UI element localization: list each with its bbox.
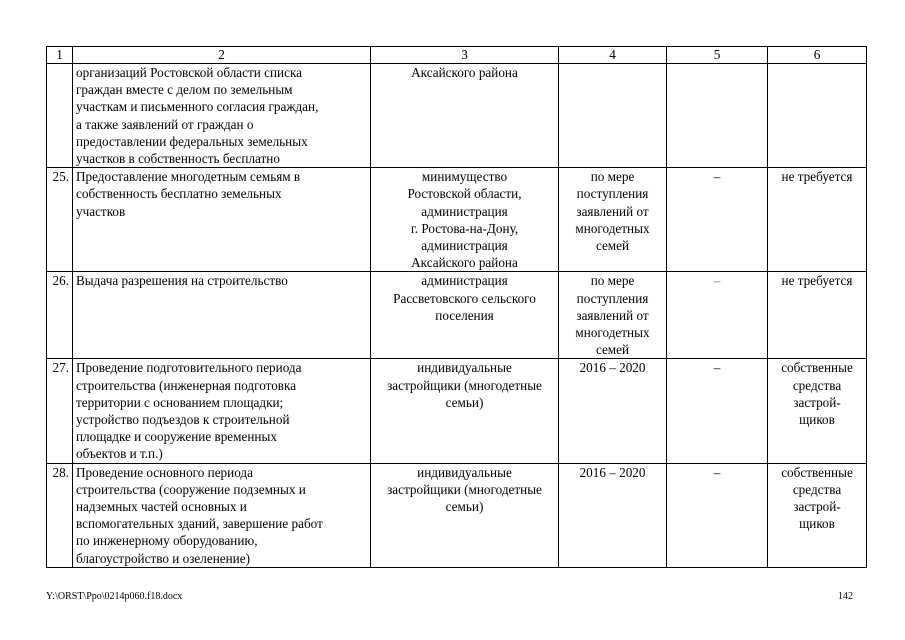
funding-source-line: не требуется <box>781 273 853 289</box>
activity-name-line: а также заявлений от граждан о <box>76 116 254 132</box>
responsible-party-line: администрация <box>421 273 508 289</box>
activity-name-line: Выдача разрешения на строительство <box>76 273 288 289</box>
header-cell-2: 2 <box>73 47 371 64</box>
activity-name <box>73 463 371 567</box>
document-table <box>46 46 867 568</box>
cost-value: – <box>667 168 768 272</box>
funding-source-line: собственные <box>781 360 853 376</box>
header-cell-1: 1 <box>47 47 73 64</box>
responsible-party-line: минимущество <box>421 169 508 185</box>
responsible-party <box>371 168 559 272</box>
responsible-party-line: семьи) <box>445 394 484 410</box>
row-number: 27. <box>47 359 73 463</box>
funding-source <box>768 272 867 359</box>
funding-source-line: щиков <box>799 516 835 532</box>
deadline-line: по мере <box>590 273 635 289</box>
row-number: 26. <box>47 272 73 359</box>
responsible-party <box>371 359 559 463</box>
funding-source-line: средства <box>792 377 842 393</box>
row-number: 25. <box>47 168 73 272</box>
funding-source-line: собственные <box>781 464 853 480</box>
row-number: 28. <box>47 463 73 567</box>
funding-source <box>768 463 867 567</box>
footer-file-path: Y:\ORST\Ppo\0214p060.f18.docx <box>46 591 183 602</box>
activity-name <box>73 168 371 272</box>
deadline-line: многодетных <box>575 220 650 236</box>
funding-source-line: щиков <box>799 412 835 428</box>
deadline-line: многодетных <box>575 325 650 341</box>
header-cell-3: 3 <box>371 47 559 64</box>
deadline-line: поступления <box>576 186 649 202</box>
table-row <box>47 64 867 168</box>
footer-page-number: 142 <box>838 591 853 602</box>
deadline <box>559 64 667 168</box>
header-cell-5: 5 <box>667 47 768 64</box>
responsible-party-line: Аксайского района <box>411 255 518 271</box>
activity-name-line: участков <box>76 203 126 219</box>
activity-name-line: Проведение основного периода <box>76 464 253 480</box>
activity-name-line: надземных частей основных и <box>76 499 247 515</box>
activity-name-line: Проведение подготовительного периода <box>76 360 302 376</box>
responsible-party <box>371 64 559 168</box>
row-number <box>47 64 73 168</box>
header-cell-6: 6 <box>768 47 867 64</box>
activity-name-line: участков в собственность бесплатно <box>76 151 280 167</box>
responsible-party-line: администрация <box>421 203 508 219</box>
activity-name-line: предоставлении федеральных земельных <box>76 133 308 149</box>
table-row <box>47 168 867 272</box>
deadline-line: поступления <box>576 290 649 306</box>
responsible-party-line: Аксайского района <box>411 65 518 80</box>
funding-source-line: застрой- <box>793 394 841 410</box>
activity-name-line: благоустройство и озеленение) <box>76 550 250 566</box>
deadline-line: заявлений от <box>576 203 649 219</box>
funding-source <box>768 168 867 272</box>
activity-name-line: строительства (сооружение подземных и <box>76 481 306 497</box>
activity-name-line: территории с основанием площадки; <box>76 394 284 410</box>
table-body <box>47 64 867 568</box>
activity-name-line: граждан вместе с делом по земельным <box>76 82 293 98</box>
deadline <box>559 359 667 463</box>
header-cell-4: 4 <box>559 47 667 64</box>
cost-value: – <box>667 463 768 567</box>
activity-name-line: собственность бесплатно земельных <box>76 186 282 202</box>
deadline <box>559 272 667 359</box>
deadline-line: 2016 – 2020 <box>579 464 646 480</box>
deadline <box>559 168 667 272</box>
deadline-line: заявлений от <box>576 307 649 323</box>
activity-name-line: по инженерному оборудованию, <box>76 533 258 549</box>
deadline-line: семей <box>595 342 630 358</box>
responsible-party-line: г. Ростова-на-Дону, <box>410 220 519 236</box>
activity-name-line: строительства (инженерная подготовка <box>76 377 297 393</box>
responsible-party-line: поселения <box>435 307 494 323</box>
responsible-party-line: Рассветовского сельского <box>393 290 536 306</box>
responsible-party-line: застройщики (многодетные <box>387 377 542 393</box>
cost-value: – <box>667 272 768 359</box>
table-row <box>47 359 867 463</box>
responsible-party-line: застройщики (многодетные <box>387 481 542 497</box>
activity-name-line: участкам и письменного согласия граждан, <box>76 99 319 115</box>
responsible-party <box>371 463 559 567</box>
deadline-line: по мере <box>590 169 635 185</box>
responsible-party-line: индивидуальные <box>417 464 512 480</box>
deadline <box>559 463 667 567</box>
table-row <box>47 463 867 567</box>
responsible-party-line: администрация <box>421 238 508 254</box>
cost-value <box>667 64 768 168</box>
activity-name <box>73 64 371 168</box>
funding-source-line: застрой- <box>793 499 841 515</box>
deadline-line: 2016 – 2020 <box>579 360 646 376</box>
activity-name <box>73 272 371 359</box>
table-row <box>47 272 867 359</box>
responsible-party-line: семьи) <box>445 499 484 515</box>
activity-name-line: площадке и сооружение временных <box>76 429 277 445</box>
activity-name <box>73 359 371 463</box>
funding-source-line: средства <box>792 481 842 497</box>
cost-value: – <box>667 359 768 463</box>
activity-name-line: Предоставление многодетным семьям в <box>76 169 301 185</box>
responsible-party-line: Ростовской области, <box>407 186 522 202</box>
activity-name-line: организаций Ростовской области списка <box>76 65 303 80</box>
funding-source-line: не требуется <box>781 169 853 185</box>
header-row <box>47 47 867 64</box>
activity-name-line: объектов и т.п.) <box>76 446 163 462</box>
funding-source <box>768 64 867 168</box>
activity-name-line: устройство подъездов к строительной <box>76 412 290 428</box>
activity-name-line: вспомогательных зданий, завершение работ <box>76 516 323 532</box>
responsible-party <box>371 272 559 359</box>
deadline-line: семей <box>595 238 630 254</box>
responsible-party-line: индивидуальные <box>417 360 512 376</box>
funding-source <box>768 359 867 463</box>
